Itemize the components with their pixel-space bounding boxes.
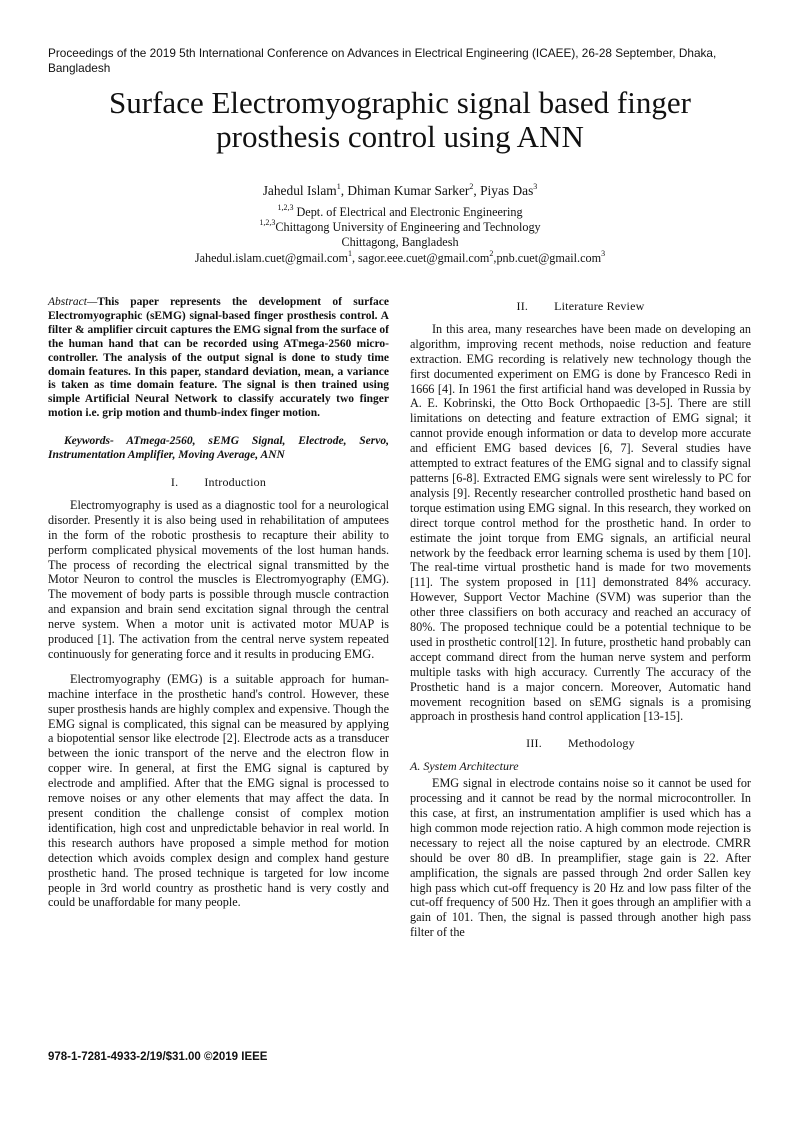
section-num: I. xyxy=(170,474,179,489)
methodology-paragraph: EMG signal in electrode contains noise so it cannot be used for processing and it cannot be read by the normal microcontroller. In this case, at first, an instrumentation amplifier is used which has a high common mode rejection ratio. A high common mode rejection is necessary to reject all the noise captured by an electrode. CMRR should be over 80 dB. In preamplifier, stage gain is 22. After amplification, the signals are passed through 2nd order Sallen key high pass which cut-off frequency is 20 Hz and low pass filter of the cut-off frequency of 500 Hz. Then it goes through an amplifier with a gain of 101. Then, the signal is passed through another high pass filter of the xyxy=(410,776,751,940)
section-num: II. xyxy=(516,299,529,313)
author-emails: Jahedul.islam.cuet@gmail.com$^1$, sagor.eee.cuet@gmail.com$^2$,pnb.cuet@gmail.com$^3$ xyxy=(194,248,606,265)
section-heading-literature-review xyxy=(410,299,751,314)
abstract-lead: Abstract— xyxy=(48,296,98,308)
title-line-2: prosthesis control using ANN xyxy=(216,119,584,154)
email-3-sup: 3 xyxy=(601,248,606,258)
section-title: Literature Review xyxy=(554,299,645,313)
author-1: Jahedul Islam xyxy=(262,183,337,198)
section-heading-introduction xyxy=(48,475,389,490)
author-2: Dhiman Kumar Sarker xyxy=(347,183,470,198)
section-num: III. xyxy=(526,736,542,751)
author-3-sup: 3 xyxy=(533,181,538,191)
title-line-1: Surface Electromyographic signal based finger xyxy=(109,85,691,120)
univ-sup: 1,2,3 xyxy=(259,217,276,227)
abstract-text: This paper represents the development of surface Electromyographic (sEMG) signal-based finger prosthesis control. A filter & amplifier circuit captures the EMG signal from the surface of the human hand that can be recorded using ATmega-2560 micro-controller. The analysis of the output signal is done to study time domain features. In this paper, standard deviation, mean, a variance is taken as time domain feature. The signal is then trained using simple Artificial Neural Network to classify accurately two finger motion i.e. grip motion and thumb-index finger motion. xyxy=(48,296,389,420)
affiliation-dept xyxy=(60,202,740,220)
author-2-sup: 2 xyxy=(469,181,474,191)
conference-header: Proceedings of the 2019 5th International Conference on Advances in Electrical Engineering (ICAEE), 26-28 September, Dhaka, Bangladesh xyxy=(48,46,717,75)
intro-paragraph-1: Electromyography is used as a diagnostic tool for a neurological disorder. Presently it is also being used in rehabilitation of amputees in the form of the robotic prosthesis to recapture their ability to perform complicated physical movements of the lost human hands. The process of recording the electrical signal transmitted by the Motor Neuron to control the muscles is Electromyography (EMG). The movement of body parts is possible through muscle contraction and expansion and brain send excitation signal through the central nerve system. When a motor unit is activated motor MUAP is produced [1]. The activation from the central nerve system repeated continuously for generating force and it results in producing EMG. xyxy=(48,497,389,661)
email-3: pnb.cuet@gmail.com xyxy=(496,251,602,265)
abstract xyxy=(48,296,389,421)
author-sep: , xyxy=(340,183,348,198)
intro-paragraph-2: Electromyography (EMG) is a suitable approach for human-machine interface in the prosthetic hand's control. However, these super prosthesis hands are highly complex and expensive. Though the EMG signal is complicated, this signal can be measured by applying a biopotential sensor like electrode [2]. Electrode acts as a transducer between the ionic transport of the nerve and the electron flow in copper wire. In general, at first the EMG signal is captured by electrode and amplified. After that the EMG signal is processed to remove noises or any other elements that may affect the data. In present condition the challenge consist of complex motion identification, high cost and unpredictable behavior in real world. In this research authors have proposed a simple method for motion detection which avoids complex design and complex hand gesture prosthetic hand. The prosed technique is targeted for low income people in 3rd world country as prosthetic hand is very costly and could be unaffordable for many people. xyxy=(48,671,389,910)
email-2-sup: 2 xyxy=(489,248,494,258)
subsection-heading-system-architecture: A. System Architecture xyxy=(410,759,519,774)
left-column xyxy=(48,296,389,910)
keywords: Keywords- ATmega-2560, sEMG Signal, Electrode, Servo, Instrumentation Amplifier, Moving Average, ANN xyxy=(48,435,389,462)
author-list xyxy=(60,183,740,199)
author-3: Piyas Das xyxy=(480,183,534,198)
copyright-footer: 978-1-7281-4933-2/19/$31.00 ©2019 IEEE xyxy=(48,1051,268,1063)
affiliation-city: Chittagong, Bangladesh xyxy=(341,235,459,249)
section-title: Introduction xyxy=(204,474,267,489)
section-heading-methodology xyxy=(410,736,751,751)
author-sep: , xyxy=(473,183,481,198)
dept-text: Dept. of Electrical and Electronic Engineering xyxy=(293,205,523,219)
section-title: Methodology xyxy=(567,736,635,751)
affiliation-university xyxy=(60,217,740,235)
author-1-sup: 1 xyxy=(336,181,341,191)
right-column xyxy=(410,299,751,940)
univ-text: Chittagong University of Engineering and Technology xyxy=(275,220,541,234)
paper-title xyxy=(60,86,740,154)
email-1: Jahedul.islam.cuet@gmail.com xyxy=(194,251,348,265)
email-1-sup: 1 xyxy=(347,248,352,258)
email-2: sagor.eee.cuet@gmail.com xyxy=(358,251,490,265)
literature-paragraph: In this area, many researches have been made on developing an algorithm, improving recent methods, noise reduction and feature extraction. EMG recording is relatively new technology though the first documented experiment on EMG is done by Francesco Redi in 1666 [4]. In 1961 the first artificial hand was developed in Russia by A. E. Kobrinski, the Otto Bock Orthopaedic [3-5]. There are still limitations on detecting and feature extraction of EMG signal; it cannot provide enough information or data to develop more accurate and efficient EMG based devices [6, 7]. Several studies have attempted to extract features of the EMG signal and to classify signal patterns [6-8]. Extracted EMG signals were sent wirelessly to PC for analysis [9]. Recently researcher controlled prosthetic hand based on torque estimation using EMG signal. In this research, they worked on direct torque control method for the prosthetic hand. In order to estimate the joint torque from EMG signals, an artificial neural network by the feedback error learning schema is used by them [10]. The real-time virtual prosthetic hand is made for two movements [11]. The system proposed in [11] demonstrated 84% accuracy. However, Support Vector Machine (SVM) was superior than the other three classifiers on both accuracy and reached an accuracy of 80%. The proposed technique could be a potential technique to be used in prosthetic control[12]. In future, prosthetic hand probably can accept command direct from the human nerve system and perform multiple tasks with high accuracy. Currently The accuracy of the Prosthetic hand is a major concern. Moreover, Automatic hand movement recognition based on sEMG signals is a promising approach in prosthesis hand control application [13-15]. xyxy=(410,321,751,724)
dept-sup: 1,2,3 xyxy=(277,202,294,212)
